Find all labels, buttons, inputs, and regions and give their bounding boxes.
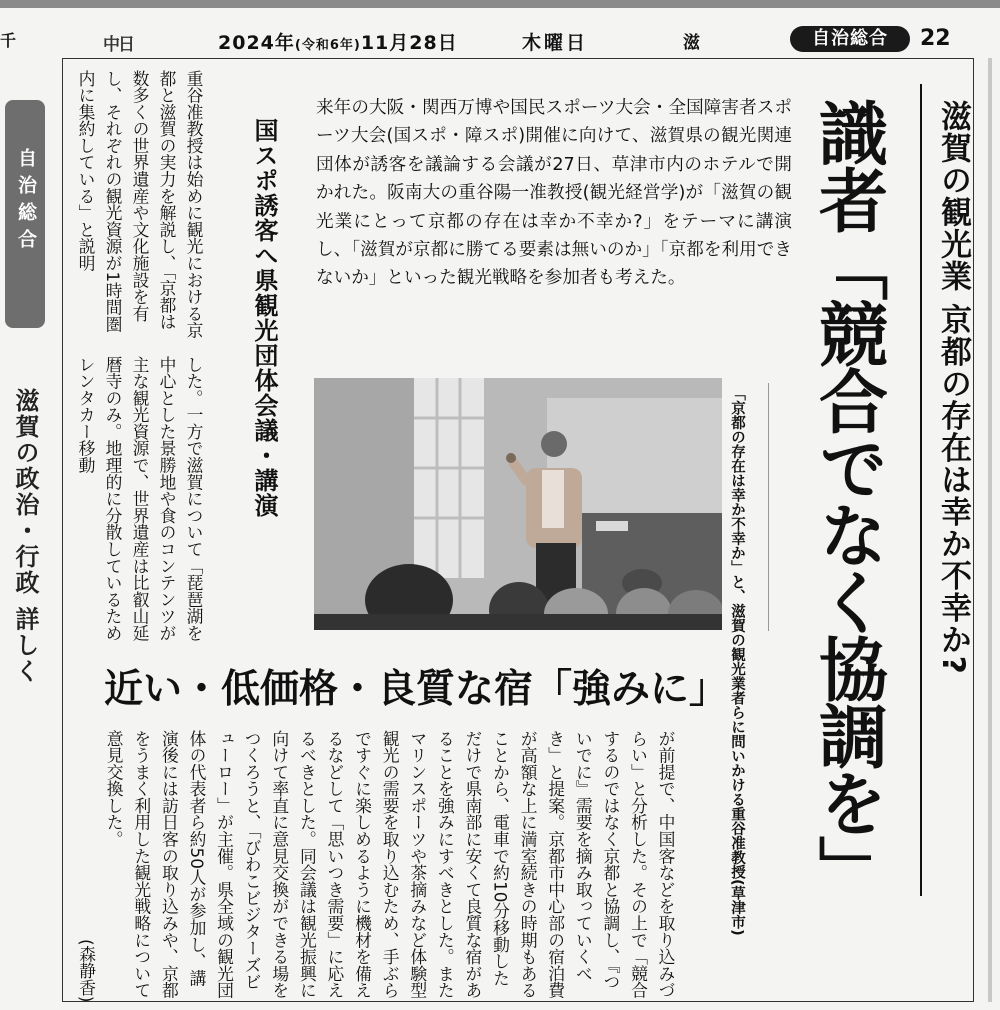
article-lead: 来年の大阪・関西万博や国民スポーツ大会・全国障害者スポーツ大会(国スポ・障スポ)開催に向けて、滋賀県の観光関連団体が誘客を議論する会議が27日、草津市内のホテルで開かれた。阪南大の重谷陽一准教授(観光経営学)が「滋賀の観光業にとって京都の存在は幸か不幸か?」をテーマに講演し、「滋賀が京都に勝てる要素は無いのか」「京都を利用できないか」といった観光戦略を参加者も考えた。 <box>316 98 792 289</box>
lecture-photo <box>314 378 722 630</box>
body-bottom-text: が前提で、中国客などを取り込みづらい」と分析した。その上で「競合するのではなく京都と協調し、『ついでに』需要を摘み取っていくべき」と提案。京都市中心部の宿泊費が高額な上に満室続きの時期もあることから、電車で約10分移動しただけで県南部に安くて良質な宿があることを強みにすべきとした。またマリンスポーツや茶摘みなど体験型観光の需要を取り込むため、手ぶらですぐに楽しめるように機材を備えるなどして「思いつき需要」に応えるべきとした。同会議は観光振興に向けて率直に意見交換ができる場をつくろうと、「びわこビジターズビューロー」が主催。県全域の観光団体の代表者ら約50人が参加し、講演後には訪日客の取り込みや、京都をうまく利用した観光戦略について意見交換した。 <box>104 730 677 999</box>
body-column-bottom <box>72 730 679 1002</box>
body-column-middle: した。一方で滋賀について「琵琶湖を中心とした景勝地や食のコンテンツが主な観光資源で、世界遺産は比叡山延暦寺のみ。地理的に分散しているためレンタカー移動 <box>76 356 204 642</box>
page-header <box>0 8 1000 54</box>
article-headline: 識者「競合でなく協調を」 <box>807 98 887 902</box>
issue-weekday: 木曜日 <box>522 32 589 54</box>
subheadline-rule <box>920 84 922 896</box>
page-top-bar <box>0 0 1000 8</box>
newspaper-logo: 中日 <box>103 35 133 55</box>
article-subheadline: 滋賀の観光業 京都の存在は幸か不幸か? <box>935 100 971 675</box>
lecture-photo-image <box>314 378 722 630</box>
body-column-top: 重谷准教授は始めに観光における京都と滋賀の実力を解説し、「京都は数多くの世界遺産や文化施設を有し、それぞれの観光資源が1時間圏内に集約している」と説明 <box>76 70 204 339</box>
section-tab-label: 自治総合 <box>15 148 37 256</box>
edition-prefecture: 滋 <box>683 33 700 53</box>
page-right-edge <box>988 58 992 1002</box>
issue-date: 2024年(令和6年)11月28日 <box>218 32 458 54</box>
page-number: 22 <box>920 26 951 51</box>
byline: (森静香) <box>76 938 97 1002</box>
mid-headline: 近い・低価格・良質な宿「強みに」 <box>104 667 729 712</box>
section-badge: 自治総合 <box>790 26 910 52</box>
photo-caption: 「京都の存在は幸か不幸か」と、滋賀の観光業者らに問いかける重谷准教授(草津市) <box>729 386 745 936</box>
caption-rule <box>768 383 769 631</box>
section-heading: 国スポ誘客へ県観光団体会議・講演 <box>250 118 278 518</box>
section-tagline: 滋賀の政治・行政 詳しく <box>11 388 39 685</box>
header-edge-char: 千 <box>0 31 17 50</box>
